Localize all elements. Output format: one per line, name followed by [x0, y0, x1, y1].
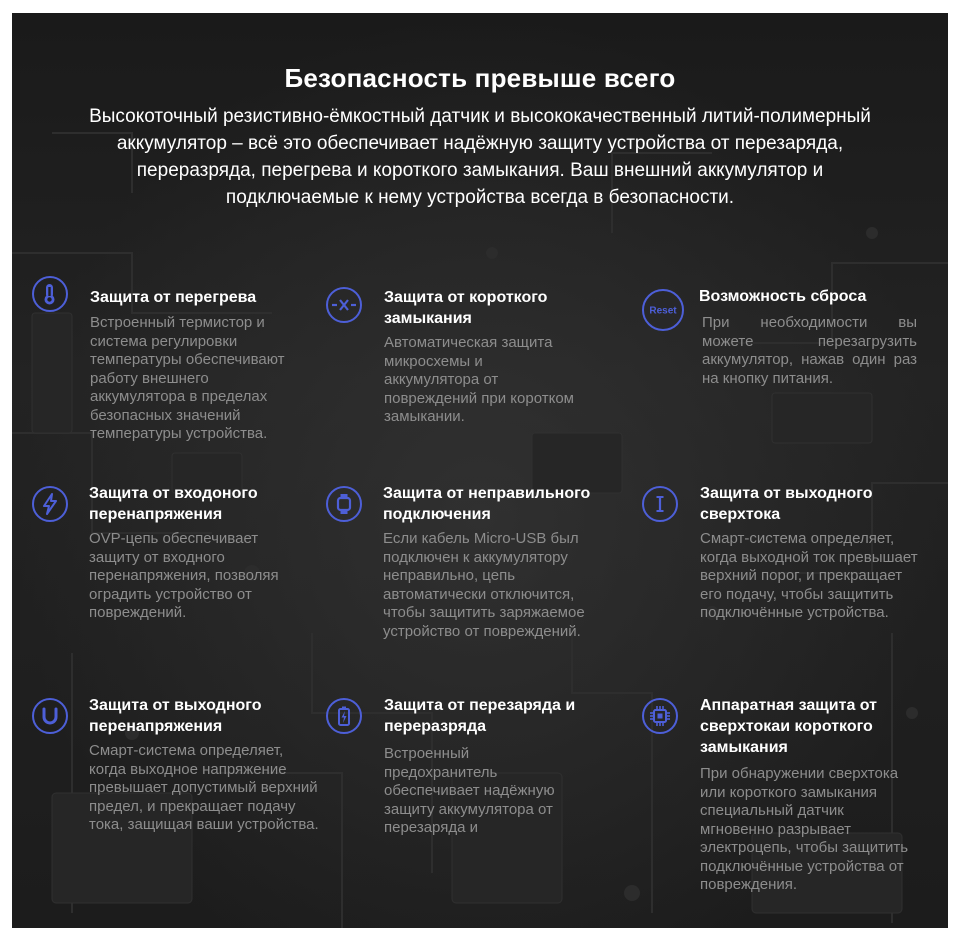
intro-paragraph: Высокоточный резистивно-ёмкостный датчик и высококачественный литий-полимерный аккумулятор – всё это обеспечивает надёжную защиту устройства от перезаряда, переразряда, перегрева и короткого замыкания. Ваш внешний аккумулятор и подключаемые к нему устройства всегда в безопасности. — [89, 106, 871, 208]
current-icon — [642, 486, 678, 522]
reset-icon[interactable] — [642, 289, 684, 331]
feature-title: Аппаратная защита от сверхтокаи короткого замыкания — [700, 697, 877, 756]
feature-title: Защита от перегрева — [90, 289, 257, 306]
feature-title: Защита от выходного сверхтока — [700, 485, 873, 523]
feature-description: Автоматическая защита микросхемы и аккумулятора от повреждений при коротком замыкании. — [384, 334, 574, 425]
content-panel — [12, 13, 948, 928]
feature-title: Защита от выходного перенапряжения — [89, 697, 262, 735]
short-circuit-icon — [326, 287, 362, 323]
lightning-icon — [32, 486, 68, 522]
feature-description: Встроенный термистор и система регулировки температуры обеспечивают работу внешнего аккумулятора в пределах безопасных значений температуры устройства. — [90, 314, 285, 442]
reset-icon-label: Reset — [649, 305, 677, 317]
feature-description: При необходимости вы можете перезагрузить аккумулятор, нажав один раз на кнопку питания. — [702, 314, 917, 387]
feature-description: OVP-цепь обеспечивает защиту от входного перенапряжения, позволяя оградить устройство от повреждений. — [89, 530, 279, 621]
feature-title: Защита от короткого замыкания — [384, 289, 548, 327]
watch-icon — [326, 486, 362, 522]
feature-title: Возможность сброса — [699, 288, 867, 305]
feature-description: Встроенный предохранитель обеспечивает надёжную защиту аккумулятора от перезаряда и — [384, 745, 555, 836]
feature-description: Смарт-система определяет, когда выходное напряжение превышает допустимый верхний предел, и прекращает подачу тока, защищая ваши устройства. — [89, 742, 319, 833]
feature-title: Защита от неправильного подключения — [383, 485, 591, 523]
feature-description: При обнаружении сверхтока или короткого замыкания специальный датчик мгновенно разрывает электроцепь, чтобы защитить подключённые устройства от повреждения. — [700, 765, 909, 893]
feature-title: Защита от перезаряда и переразряда — [384, 697, 576, 735]
battery-icon — [326, 698, 362, 734]
chip-icon — [642, 698, 678, 734]
feature-description: Если кабель Micro-USB был подключен к аккумулятору неправильно, цепь автоматически отключится, чтобы защитить заряжаемое устройство от повреждений. — [383, 530, 585, 640]
page-title: Безопасность превыше всего — [284, 63, 676, 93]
voltage-icon — [32, 698, 68, 734]
thermometer-icon — [32, 276, 68, 312]
feature-description: Смарт-система определяет, когда выходной ток превышает верхний порог, и прекращает его подачу, чтобы защитить подключённые устройства. — [700, 530, 918, 621]
feature-title: Защита от входоного перенапряжения — [89, 485, 258, 523]
